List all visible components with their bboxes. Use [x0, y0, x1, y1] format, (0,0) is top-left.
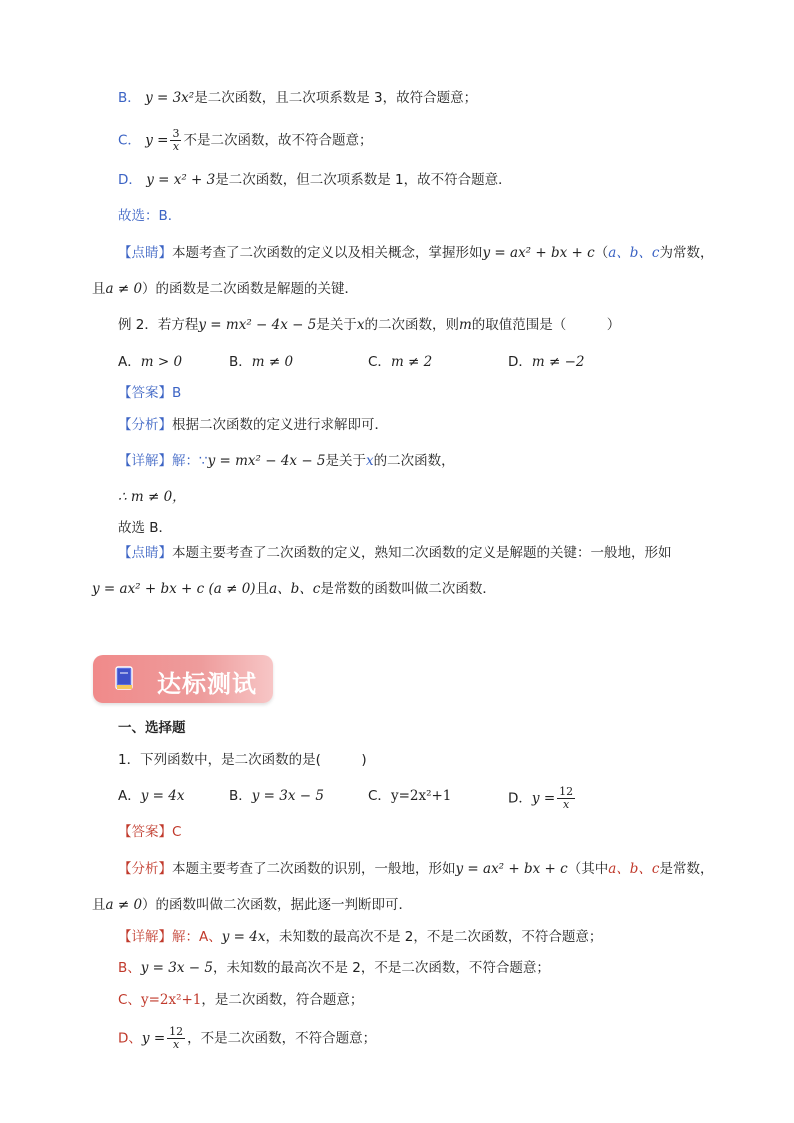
q1-detail-b	[118, 958, 550, 978]
section-heading: 一、选择题	[118, 720, 186, 736]
q1-analysis-vars: a、b、c	[608, 861, 660, 877]
q1-option-c	[368, 786, 451, 806]
q1-detail-a-math: y = 4x	[221, 929, 266, 945]
example2-therefore: ∴ m ≠ 0，	[118, 489, 186, 505]
q1-detail-c	[118, 990, 363, 1010]
option-c-fraction	[170, 128, 181, 153]
q1-option-c-label: C．	[368, 788, 391, 804]
q1-detail-d-math-y: y =	[141, 1030, 166, 1047]
q1-detail-b-pre: B、	[118, 960, 141, 976]
q1-option-a-label: A．	[118, 788, 141, 804]
example2-option-b	[229, 352, 293, 372]
upper-tip-paren: （	[594, 245, 609, 261]
example2-choice: 故选 B．	[118, 520, 173, 536]
q1-option-a	[118, 786, 184, 806]
q1-detail-a-text: ，未知数的最高次不是 2，不是二次函数，不符合题意；	[265, 929, 603, 945]
q1-detail-a	[118, 927, 602, 947]
example2-tip-line2-math: y = ax² + bx + c (a ≠ 0)	[92, 581, 256, 597]
example2-option-d	[508, 352, 585, 372]
q1-analysis-line1	[118, 859, 713, 879]
example2-question-end: 的取值范围是（ ）	[471, 317, 621, 333]
option-b-math: y = 3x²	[145, 90, 195, 106]
option-c-label: C．	[118, 132, 141, 149]
option-d-line	[118, 170, 512, 190]
example2-question-var2: m	[458, 317, 472, 333]
example2-question-mid: 是关于	[316, 317, 357, 333]
book-icon	[115, 666, 135, 692]
example2-option-d-math: m ≠ −2	[531, 354, 585, 370]
option-c-frac-den: x	[172, 140, 180, 153]
example2-tip-line2	[92, 579, 496, 599]
upper-tip-line2-text: ）的函数是二次函数是解题的关键．	[142, 281, 359, 297]
q1-analysis-line2-text: ）的函数叫做二次函数，据此逐一判断即可．	[142, 897, 413, 913]
upper-tip-vars: a、b、c	[608, 245, 660, 261]
q1-answer	[118, 822, 181, 842]
q1-option-b-math: y = 3x − 5	[251, 788, 324, 804]
option-b-line	[118, 88, 477, 108]
q1-detail-d-frac-num: 12	[169, 1025, 184, 1038]
q1-analysis-end: 是常数，	[659, 861, 714, 877]
option-d-label: D．	[118, 172, 142, 188]
example2-analysis-tag: 【分析】	[118, 417, 172, 433]
q1-option-d-frac-den: x	[563, 798, 570, 811]
q1-option-b-label: B．	[229, 788, 252, 804]
option-c-text: 不是二次函数，故不符合题意；	[183, 132, 373, 149]
q1-detail-c-text: ，是二次函数，符合题意；	[201, 992, 364, 1008]
option-c-frac-num: 3	[172, 127, 180, 140]
section-banner	[93, 655, 273, 703]
upper-tip-line1	[118, 243, 713, 263]
example2-analysis-text: 根据二次函数的定义进行求解即可．	[172, 417, 388, 433]
q1-answer-value: C	[172, 824, 182, 840]
example2-question-text: 的二次函数，则	[364, 317, 459, 333]
q1-analysis-line2	[92, 895, 412, 915]
example2-detail-var: x	[366, 453, 374, 469]
q1-option-d	[508, 786, 577, 811]
example2-detail-pre: 解：∵	[172, 453, 208, 469]
q1-detail-d-frac-den: x	[173, 1038, 180, 1051]
q1-detail-a-pre: 解：A、	[172, 929, 222, 945]
example2-tip-tag: 【点睛】	[118, 545, 172, 561]
q1-option-c-math: y=2x²+1	[390, 788, 452, 804]
banner-title: 达标测试	[157, 670, 257, 698]
upper-tip-line2-pre: 且	[92, 281, 106, 297]
option-c-math-y: y =	[145, 132, 169, 149]
q1-option-d-fraction	[557, 786, 575, 811]
example2-detail	[118, 451, 455, 471]
example2-answer-tag: 【答案】	[118, 385, 172, 401]
q1-detail-d-fraction	[167, 1026, 185, 1051]
q1-option-d-math-y: y =	[531, 790, 556, 807]
upper-tip-text2: 为常数，	[659, 245, 714, 261]
example2-option-b-math: m ≠ 0	[251, 354, 294, 370]
q1-analysis-tag: 【分析】	[118, 861, 172, 877]
example2-option-c	[368, 352, 432, 372]
q1-detail-d-pre: D、	[118, 1030, 142, 1047]
example2-option-a-label: A．	[118, 354, 141, 370]
option-b-text: 是二次函数，且二次项系数是 3，故符合题意；	[194, 90, 478, 106]
example2-question-var: x	[356, 317, 365, 333]
q1-detail-d-text: ，不是二次函数，不符合题意；	[187, 1030, 377, 1047]
q1-detail-tag: 【详解】	[118, 929, 172, 945]
example2-question	[118, 315, 620, 335]
option-d-text: 是二次函数，但二次项系数是 1，故不符合题意．	[215, 172, 512, 188]
example2-answer	[118, 383, 181, 403]
upper-tip-line2	[92, 279, 358, 299]
upper-choice: 故选：B．	[118, 208, 182, 224]
example2-detail-tag: 【详解】	[118, 453, 172, 469]
upper-tip-tag: 【点睛】	[118, 245, 172, 261]
example2-option-b-label: B．	[229, 354, 252, 370]
q1-answer-tag: 【答案】	[118, 824, 172, 840]
example2-detail-math: y = mx² − 4x − 5	[207, 453, 326, 469]
example2-answer-value: B	[172, 385, 182, 401]
example2-detail-end: 的二次函数，	[373, 453, 455, 469]
example2-option-a-math: m > 0	[140, 354, 183, 370]
q1-question: 1．下列函数中，是二次函数的是( )	[118, 752, 367, 768]
q1-analysis-line2-pre: 且	[92, 897, 106, 913]
q1-analysis-math: y = ax² + bx + c	[455, 861, 568, 877]
q1-detail-b-text: ，未知数的最高次不是 2，不是二次函数，不符合题意；	[212, 960, 550, 976]
example2-option-a	[118, 352, 182, 372]
q1-option-b	[229, 786, 324, 806]
example2-question-math: y = mx² − 4x − 5	[198, 317, 317, 333]
example2-question-pre: 例 2．若方程	[118, 317, 199, 333]
q1-detail-d	[118, 1026, 376, 1051]
q1-detail-c-pre: C、	[118, 992, 141, 1008]
upper-tip-math: y = ax² + bx + c	[482, 245, 595, 261]
q1-analysis-line2-math: a ≠ 0	[105, 897, 143, 913]
q1-option-d-label: D．	[508, 790, 532, 807]
q1-analysis-mid: （其中	[567, 861, 609, 877]
example2-option-c-label: C．	[368, 354, 391, 370]
option-d-math: y = x² + 3	[146, 172, 216, 188]
q1-option-d-frac-num: 12	[559, 785, 574, 798]
q1-detail-c-math: y=2x²+1	[140, 992, 202, 1008]
example2-tip-line2-end: 是常数的函数叫做二次函数．	[320, 581, 496, 597]
option-b-label: B．	[118, 90, 141, 106]
example2-tip-line1	[118, 543, 672, 563]
example2-tip-line2-mid: 且	[255, 581, 270, 597]
upper-tip-line2-math: a ≠ 0	[105, 281, 143, 297]
option-c-line	[118, 128, 372, 153]
example2-option-d-label: D．	[508, 354, 532, 370]
example2-option-c-math: m ≠ 2	[390, 354, 433, 370]
q1-option-a-math: y = 4x	[140, 788, 185, 804]
example2-detail-mid: 是关于	[325, 453, 367, 469]
q1-detail-b-math: y = 3x − 5	[140, 960, 213, 976]
example2-tip-text: 本题主要考查了二次函数的定义，熟知二次函数的定义是解题的关键：一般地，形如	[172, 545, 672, 561]
upper-tip-text: 本题考查了二次函数的定义以及相关概念，掌握形如	[172, 245, 483, 261]
example2-tip-line2-vars: a、b、c	[269, 581, 321, 597]
example2-analysis	[118, 415, 388, 435]
q1-analysis-text: 本题主要考查了二次函数的识别，一般地，形如	[172, 861, 456, 877]
